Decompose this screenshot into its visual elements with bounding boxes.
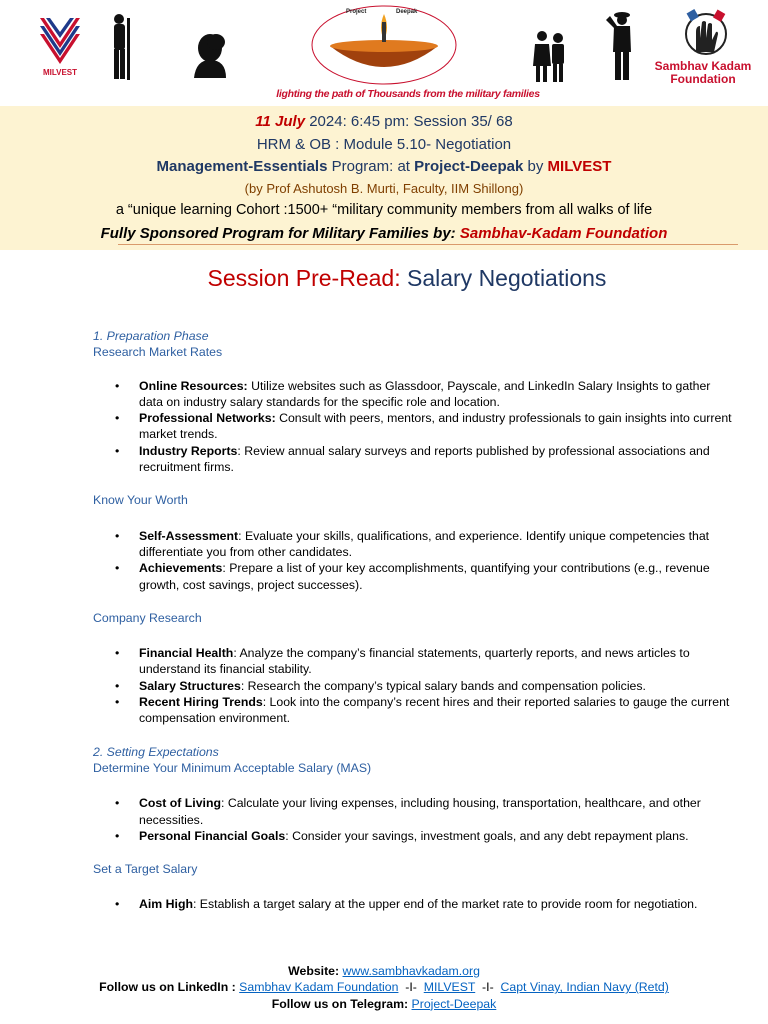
program-mid: Program: at: [327, 158, 415, 175]
item-term: Online Resources:: [139, 378, 248, 393]
faculty-line: (by Prof Ashutosh B. Murti, Faculty, IIM Shillong): [244, 181, 524, 196]
lamp-label-deepak: Deepak: [396, 9, 418, 15]
bullet-list: [93, 378, 733, 476]
bullet-list: [93, 528, 733, 593]
lamp-label-project: Project: [346, 9, 367, 15]
bullet-list: [93, 896, 733, 912]
list-item: [93, 694, 733, 727]
item-term: Financial Health: [139, 646, 234, 661]
website-label: Website:: [288, 964, 343, 978]
session-time: 2024: 6:45 pm: Session 35/ 68: [305, 113, 513, 130]
sponsor-line: [0, 225, 768, 242]
milvest-name: MILVEST: [547, 158, 612, 175]
item-text: : Look into the company’s recent hires and their reported salaries to gauge the current compensation environment.: [139, 695, 730, 726]
item-text: Consult with peers, mentors, and industry professionals to gain insights into current market trends.: [139, 411, 732, 442]
list-item: [93, 410, 733, 443]
soldier-silhouette-icon: [106, 12, 136, 82]
family-silhouette-icon: [530, 28, 570, 83]
linkedin-label: Follow us on LinkedIn :: [99, 980, 240, 995]
sponsor-name: Sambhav-Kadam Foundation: [459, 225, 668, 242]
item-term: Cost of Living: [139, 796, 221, 811]
separator: -I-: [398, 980, 424, 995]
cohort-line: a “unique learning Cohort :1500+ “military community members from all walks of life: [115, 202, 653, 218]
milvest-logo: [38, 14, 82, 82]
program-by: by: [523, 158, 548, 175]
item-term: Recent Hiring Trends: [139, 695, 263, 710]
subsection-heading: Company Research: [93, 610, 202, 625]
saluting-soldier-icon: [604, 10, 638, 82]
page-title: [0, 265, 768, 292]
item-term: Industry Reports: [139, 443, 238, 458]
item-text: : Establish a target salary at the upper end of the market rate to provide room for negotiation.: [192, 897, 698, 912]
bullet-list: [93, 795, 733, 844]
program-name: Management-Essentials: [156, 158, 328, 175]
project-name: Project-Deepak: [414, 158, 524, 175]
program-line: [0, 158, 768, 175]
section-heading: 2. Setting Expectations: [93, 744, 219, 759]
woman-silhouette-icon: [186, 30, 230, 78]
session-date: 11 July: [255, 113, 306, 130]
item-term: Achievements: [139, 561, 223, 576]
footer-website-line: [0, 963, 768, 979]
subsection-heading: Research Market Rates: [93, 345, 223, 360]
telegram-label: Follow us on Telegram:: [271, 996, 412, 1011]
sponsor-prefix: Fully Sponsored Program for Military Families by:: [100, 225, 460, 242]
title-prefix: Session Pre-Read:: [207, 265, 401, 291]
foundation-name: [648, 60, 758, 86]
document-body: [93, 328, 733, 913]
item-term: Personal Financial Goals: [139, 828, 286, 843]
linkedin-link-milvest[interactable]: MILVEST: [423, 980, 476, 995]
subsection-heading: Know Your Worth: [93, 493, 188, 508]
footer: [0, 963, 768, 1012]
subsection-heading: Set a Target Salary: [93, 862, 198, 877]
subsection-heading: Determine Your Minimum Acceptable Salary (MAS): [93, 760, 372, 775]
footer-linkedin-line: [0, 979, 768, 995]
list-item: [93, 443, 733, 476]
linkedin-link-capt-vinay[interactable]: Capt Vinay, Indian Navy (Retd): [500, 980, 669, 995]
item-term: Professional Networks:: [139, 411, 276, 426]
module-line: HRM & OB : Module 5.10- Negotiation: [256, 136, 512, 153]
linkedin-link-foundation[interactable]: Sambhav Kadam Foundation: [239, 980, 399, 995]
item-text: : Analyze the company’s financial statements, quarterly reports, and news articles to understand its financial stability.: [139, 646, 690, 677]
list-item: [93, 560, 733, 593]
list-item: [93, 645, 733, 678]
foundation-name-line2: Foundation: [670, 72, 736, 86]
milvest-logo-text: MILVEST: [42, 68, 78, 77]
sambhav-kadam-logo: [678, 8, 734, 58]
section-heading: 1. Preparation Phase: [93, 329, 209, 343]
list-item: [93, 795, 733, 828]
telegram-link[interactable]: Project-Deepak: [411, 996, 497, 1011]
list-item: [93, 378, 733, 411]
list-item: [93, 678, 733, 694]
list-item: [93, 896, 733, 912]
project-deepak-lamp-logo: [310, 4, 458, 86]
sponsor-underline: [118, 244, 738, 245]
foundation-name-line1: Sambhav Kadam: [654, 59, 752, 73]
item-text: : Calculate your living expenses, including housing, transportation, healthcare, and other necessities.: [139, 796, 701, 827]
item-term: Self-Assessment: [139, 528, 239, 543]
item-text: : Review annual salary surveys and reports published by professional associations and recruitment firms.: [139, 443, 710, 475]
list-item: [93, 828, 733, 844]
separator: -I-: [475, 980, 501, 995]
bullet-list: [93, 645, 733, 726]
list-item: [93, 528, 733, 561]
item-term: Aim High: [139, 897, 193, 912]
footer-telegram-line: [0, 996, 768, 1012]
tagline: lighting the path of Thousands from the military families: [276, 88, 540, 100]
website-link[interactable]: www.sambhavkadam.org: [342, 964, 480, 978]
item-term: Salary Structures: [139, 678, 241, 693]
item-text: : Evaluate your skills, qualifications, and experience. Identify unique competencies that differentiate you from other candidates.: [139, 528, 710, 559]
item-text: : Research the company’s typical salary bands and compensation policies.: [240, 678, 646, 693]
title-topic: Salary Negotiations: [400, 265, 607, 291]
item-text: : Consider your savings, investment goals, and any debt repayment plans.: [285, 828, 689, 843]
item-text: Utilize websites such as Glassdoor, Payscale, and LinkedIn Salary Insights to gather data on industry salary standards for the specific role and location.: [139, 378, 711, 409]
item-text: : Prepare a list of your key accomplishments, quantifying your contributions (e.g., revenue growth, cost savings, project successes).: [139, 561, 710, 592]
session-date-line: [0, 113, 768, 130]
